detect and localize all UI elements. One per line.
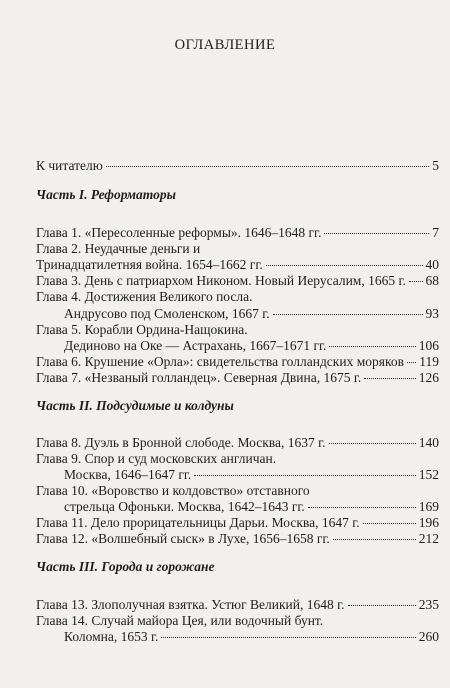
- toc-entry-ch2[interactable]: [36, 256, 439, 273]
- dot-leader: [407, 362, 416, 363]
- entry-text: Андрусово под Смоленском, 1667 г.: [64, 306, 270, 321]
- dot-leader: [329, 443, 416, 444]
- dot-leader: [161, 637, 415, 638]
- page-number: 40: [425, 257, 439, 272]
- toc-entry-ch6[interactable]: [36, 353, 439, 370]
- toc-entry-ch9[interactable]: [64, 466, 439, 483]
- toc-entry-ch13[interactable]: [36, 596, 439, 613]
- toc-entry-ch10-line1[interactable]: Глава 10. «Воровство и колдовство» отставного: [36, 483, 310, 498]
- dot-leader: [273, 314, 423, 315]
- toc-entry-ch8[interactable]: [36, 434, 439, 451]
- toc-entry-ch4-line1[interactable]: Глава 4. Достижения Великого посла.: [36, 289, 253, 304]
- page-number: 5: [432, 158, 439, 173]
- toc-entry-ch1[interactable]: [36, 224, 439, 241]
- toc-entry-ch9-line1[interactable]: Глава 9. Спор и суд московских англичан.: [36, 451, 277, 466]
- page-number: 106: [418, 338, 439, 353]
- entry-text: Глава 7. «Незваный голландец». Северная Двина, 1675 г.: [36, 370, 362, 385]
- page-number: 126: [418, 370, 439, 385]
- entry-text: Москва, 1646–1647 гг.: [64, 467, 192, 482]
- entry-text: Глава 11. Дело прорицательницы Дарьи. Москва, 1647 г.: [36, 515, 360, 530]
- page-number: 119: [419, 354, 439, 369]
- dot-leader: [308, 507, 416, 508]
- entry-text: Глава 13. Злополучная взятка. Устюг Великий, 1648 г.: [36, 597, 345, 612]
- toc-entry-ch5-line1[interactable]: Глава 5. Корабли Ордина-Нащокина.: [36, 322, 248, 337]
- page-number: 93: [425, 306, 439, 321]
- page-number: 152: [418, 467, 439, 482]
- dot-leader: [194, 475, 415, 476]
- dot-leader: [348, 605, 416, 606]
- toc-entry-ch12[interactable]: [36, 530, 439, 547]
- dot-leader: [106, 166, 429, 167]
- entry-text: Коломна, 1653 г.: [64, 629, 159, 644]
- dot-leader: [364, 378, 416, 379]
- page-number: 235: [418, 597, 439, 612]
- toc-entry-ch10[interactable]: [64, 498, 439, 515]
- entry-text: Глава 6. Крушение «Орла»: свидетельства голландских моряков: [36, 354, 404, 369]
- dot-leader: [266, 265, 423, 266]
- toc-entry-ch3[interactable]: [36, 272, 439, 289]
- toc-entry-ch5[interactable]: [64, 337, 439, 354]
- dot-leader: [363, 523, 416, 524]
- page-number: 196: [418, 515, 439, 530]
- toc-entry-ch2-line1[interactable]: Глава 2. Неудачные деньги и: [36, 241, 201, 256]
- entry-text: стрельца Офоньки. Москва, 1642–1643 гг.: [64, 499, 305, 514]
- page-number: 169: [418, 499, 439, 514]
- dot-leader: [409, 281, 423, 282]
- dot-leader: [324, 233, 429, 234]
- dot-leader: [329, 346, 415, 347]
- dot-leader: [333, 539, 416, 540]
- toc-entry-ch14-line1[interactable]: Глава 14. Случай майора Цея, или водочный бунт.: [36, 613, 324, 628]
- toc-title: ОГЛАВЛЕНИЕ: [174, 37, 276, 53]
- entry-text: Глава 12. «Волшебный сыск» в Лухе, 1656–1658 гг.: [36, 531, 330, 546]
- page-number: 212: [418, 531, 439, 546]
- part-heading-3: Часть III. Города и горожане: [36, 559, 215, 574]
- part-heading-2: Часть II. Подсудимые и колдуны: [36, 398, 234, 413]
- toc-entry-ch7[interactable]: [36, 369, 439, 386]
- page-number: 260: [418, 629, 439, 644]
- entry-text: К читателю: [36, 158, 103, 173]
- toc-entry-ch4[interactable]: [64, 305, 439, 322]
- page-number: 140: [418, 435, 439, 450]
- toc-entry-ch14[interactable]: [64, 628, 439, 645]
- entry-text: Дединово на Оке — Астрахань, 1667–1671 гг.: [64, 338, 327, 353]
- entry-text: Глава 8. Дуэль в Бронной слободе. Москва, 1637 г.: [36, 435, 326, 450]
- page-number: 7: [432, 225, 439, 240]
- toc-entry-ch11[interactable]: [36, 514, 439, 531]
- part-heading-1: Часть I. Реформаторы: [36, 187, 176, 202]
- page-number: 68: [425, 273, 439, 288]
- entry-text: Глава 1. «Пересоленные реформы». 1646–1648 гг.: [36, 225, 322, 240]
- toc-entry-intro[interactable]: [36, 157, 439, 174]
- entry-text: Глава 3. День с патриархом Никоном. Новый Иерусалим, 1665 г.: [36, 273, 406, 288]
- entry-text: Тринадцатилетняя война. 1654–1662 гг.: [36, 257, 263, 272]
